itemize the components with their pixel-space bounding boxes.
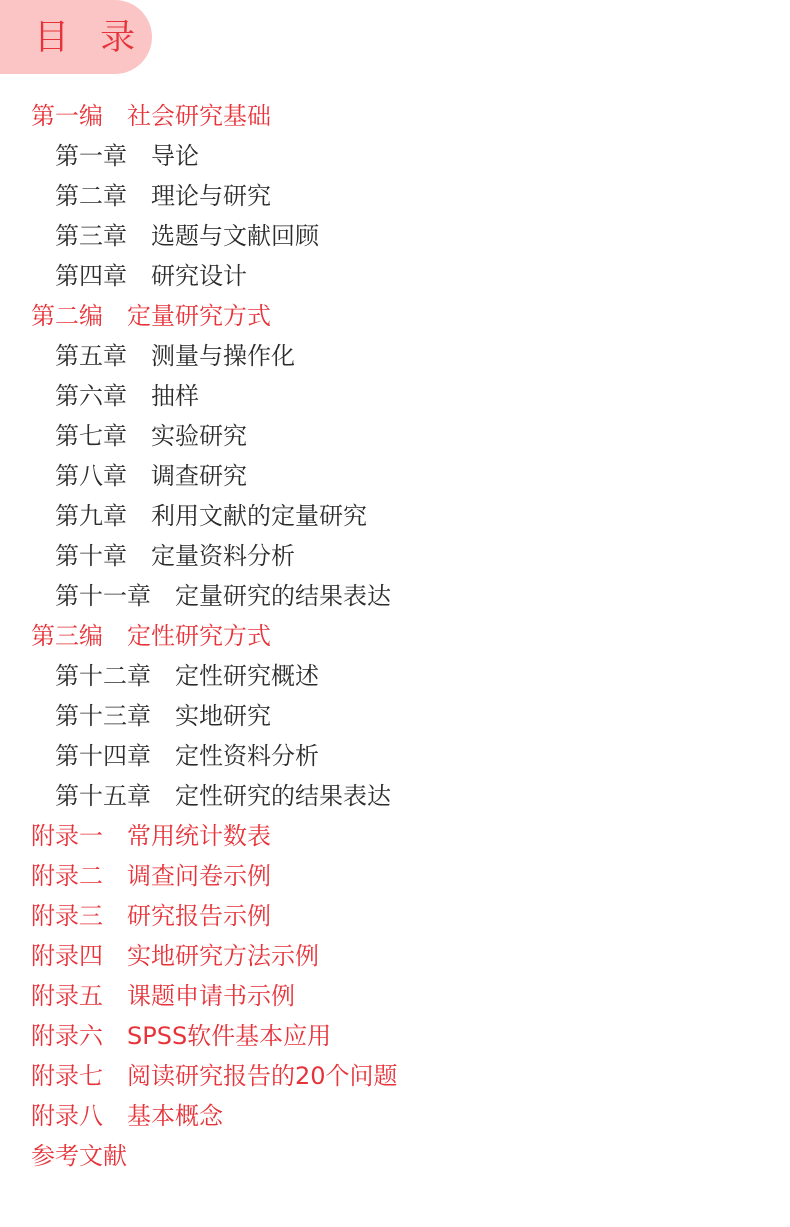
toc-part-entry[interactable] (0, 816, 790, 856)
toc-entry-number: 第十五章 (55, 782, 151, 810)
toc-entry-number: 第九章 (55, 502, 127, 530)
toc-entry-title: 定量研究的结果表达 (175, 582, 391, 610)
toc-entry-number: 第八章 (55, 462, 127, 490)
toc-chapter-entry[interactable] (0, 656, 790, 696)
toc-entry-title: 调查研究 (151, 462, 247, 490)
toc-chapter-entry[interactable] (0, 696, 790, 736)
toc-entry-number: 附录三 (31, 902, 103, 930)
toc-chapter-entry[interactable] (0, 376, 790, 416)
toc-chapter-entry[interactable] (0, 536, 790, 576)
toc-chapter-entry[interactable] (0, 336, 790, 376)
toc-entry-number: 附录二 (31, 862, 103, 890)
toc-chapter-entry[interactable] (0, 736, 790, 776)
toc-entry-title: 常用统计数表 (127, 822, 271, 850)
toc-entry-title: 利用文献的定量研究 (151, 502, 367, 530)
toc-chapter-entry[interactable] (0, 456, 790, 496)
toc-entry-title: 选题与文献回顾 (151, 222, 319, 250)
toc-entry-title: 导论 (151, 142, 199, 170)
toc-part-entry[interactable] (0, 1096, 790, 1136)
toc-entry-title: 定性研究方式 (127, 622, 271, 650)
toc-entry-number: 第十章 (55, 542, 127, 570)
toc-entry-number: 第二章 (55, 182, 127, 210)
toc-part-entry[interactable] (0, 1056, 790, 1096)
toc-chapter-entry[interactable] (0, 576, 790, 616)
toc-part-entry[interactable] (0, 856, 790, 896)
toc-entry-title: 定性资料分析 (175, 742, 319, 770)
toc-entry-title: 课题申请书示例 (127, 982, 295, 1010)
toc-entry-title: 理论与研究 (151, 182, 271, 210)
toc-entry-number: 第十一章 (55, 582, 151, 610)
toc-chapter-entry[interactable] (0, 136, 790, 176)
toc-entry-title: 阅读研究报告的20个问题 (127, 1062, 398, 1090)
toc-entry-number: 第二编 (31, 302, 103, 330)
toc-part-entry[interactable] (0, 1016, 790, 1056)
toc-entry-title: 实地研究 (175, 702, 271, 730)
toc-entry-number: 第一编 (31, 102, 103, 130)
toc-entry-title: 定量资料分析 (151, 542, 295, 570)
toc-entry-title: 社会研究基础 (127, 102, 271, 130)
toc-entry-title: 定量研究方式 (127, 302, 271, 330)
toc-entry-number: 附录一 (31, 822, 103, 850)
toc-chapter-entry[interactable] (0, 256, 790, 296)
toc-part-entry[interactable] (0, 976, 790, 1016)
toc-part-entry[interactable] (0, 896, 790, 936)
toc-chapter-entry[interactable] (0, 416, 790, 456)
toc-entry-number: 第十三章 (55, 702, 151, 730)
toc-entry-title: 调查问卷示例 (127, 862, 271, 890)
toc-entry-number: 附录四 (31, 942, 103, 970)
toc-entry-number: 第三章 (55, 222, 127, 250)
toc-entry-number: 附录八 (31, 1102, 103, 1130)
toc-entry-number: 第十二章 (55, 662, 151, 690)
toc-entry-title: 抽样 (151, 382, 199, 410)
toc-entry-number: 第十四章 (55, 742, 151, 770)
toc-entry-number: 第三编 (31, 622, 103, 650)
page-title: 目 录 (34, 18, 146, 58)
toc-chapter-entry[interactable] (0, 776, 790, 816)
toc-part-entry[interactable] (0, 616, 790, 656)
toc-entry-number: 参考文献 (31, 1142, 127, 1170)
toc-chapter-entry[interactable] (0, 216, 790, 256)
toc-entry-title: 测量与操作化 (151, 342, 295, 370)
toc-part-entry[interactable] (0, 296, 790, 336)
toc-entry-title: 研究报告示例 (127, 902, 271, 930)
toc-entry-number: 附录七 (31, 1062, 103, 1090)
toc-entry-title: 研究设计 (151, 262, 247, 290)
toc-entry-number: 第七章 (55, 422, 127, 450)
toc-entry-title: SPSS软件基本应用 (127, 1022, 332, 1050)
toc-chapter-entry[interactable] (0, 496, 790, 536)
toc-entry-title: 定性研究概述 (175, 662, 319, 690)
toc-entry-number: 第五章 (55, 342, 127, 370)
toc-entry-title: 实地研究方法示例 (127, 942, 319, 970)
toc-entry-number: 第六章 (55, 382, 127, 410)
toc-part-entry[interactable] (0, 1136, 790, 1176)
toc-chapter-entry[interactable] (0, 176, 790, 216)
toc-part-entry[interactable] (0, 936, 790, 976)
toc-entry-number: 第四章 (55, 262, 127, 290)
toc-entry-title: 实验研究 (151, 422, 247, 450)
toc-part-entry[interactable] (0, 96, 790, 136)
toc-entry-title: 基本概念 (127, 1102, 223, 1130)
toc-entry-number: 第一章 (55, 142, 127, 170)
toc-header-tab (0, 0, 152, 74)
toc-entry-title: 定性研究的结果表达 (175, 782, 391, 810)
table-of-contents (0, 96, 790, 1176)
toc-entry-number: 附录五 (31, 982, 103, 1010)
toc-entry-number: 附录六 (31, 1022, 103, 1050)
